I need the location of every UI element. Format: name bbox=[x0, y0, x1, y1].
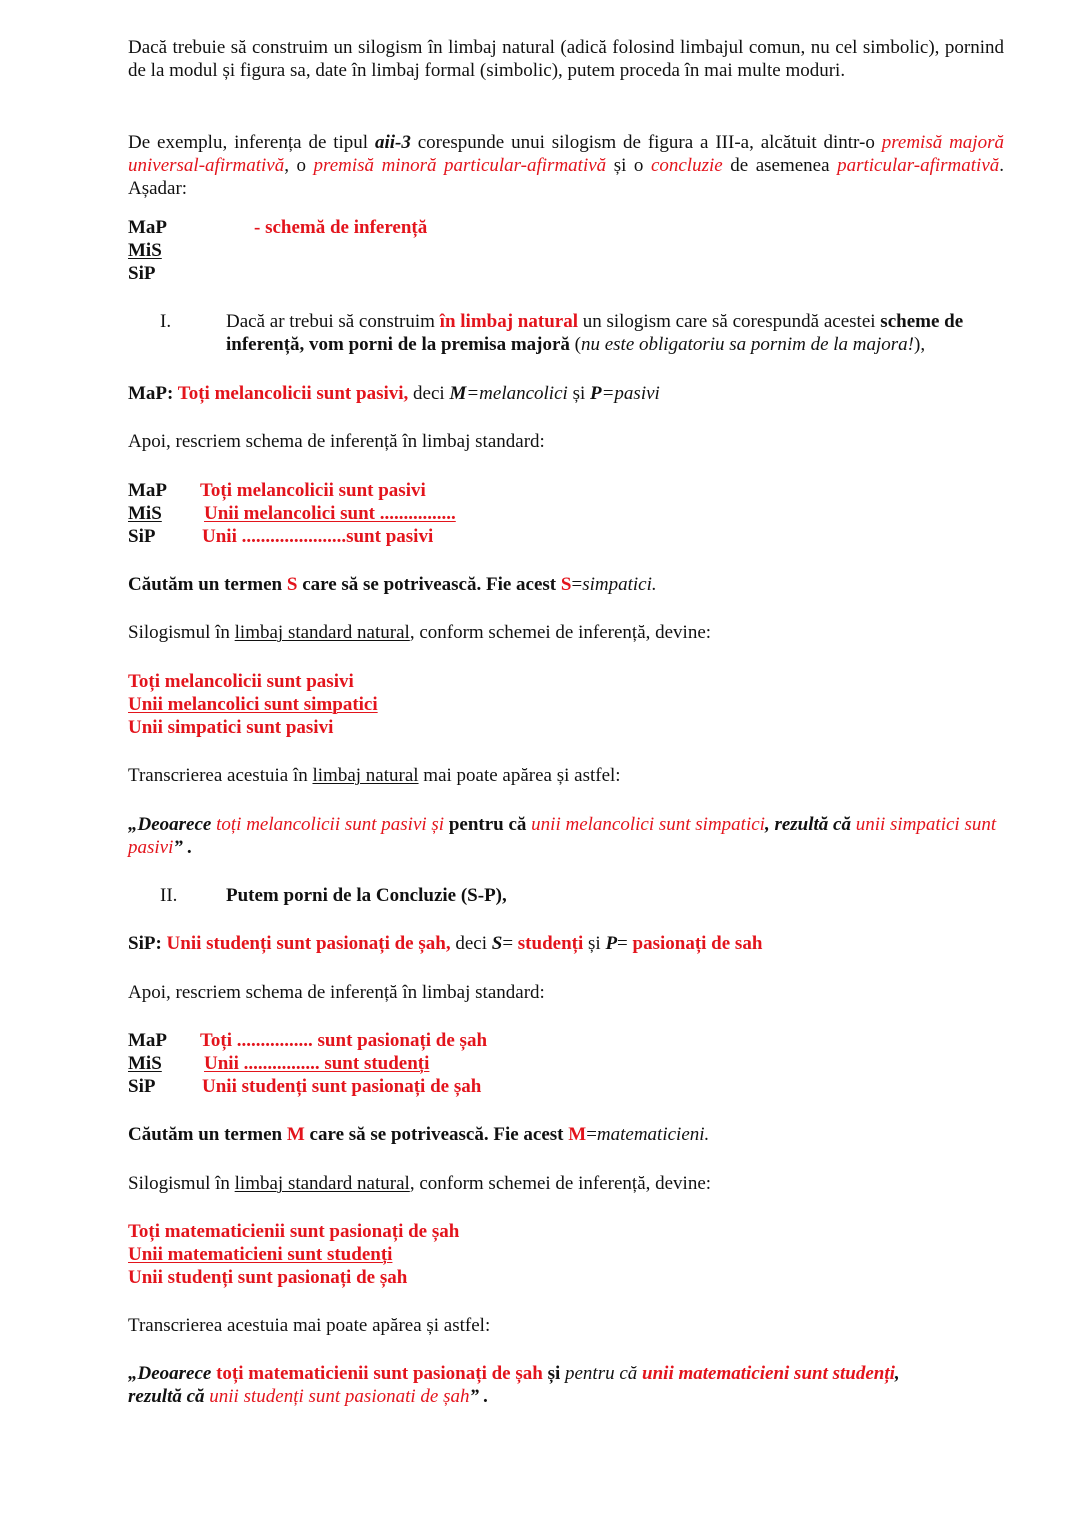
example-paragraph bbox=[128, 131, 1004, 200]
scheme-conclusion: SiP bbox=[128, 263, 156, 284]
scheme-label: SiP bbox=[128, 1076, 156, 1097]
text: „Deoarece bbox=[128, 1363, 217, 1384]
transcription-intro bbox=[128, 764, 1004, 787]
text: Căutăm un termen bbox=[128, 574, 287, 595]
text: Silogismul în bbox=[128, 622, 235, 643]
transcription-quote bbox=[128, 1362, 1004, 1408]
text: , bbox=[894, 1363, 900, 1384]
syllogism-2 bbox=[128, 1220, 1004, 1289]
text: ” . bbox=[173, 837, 193, 858]
rewrite-intro: Apoi, rescriem schema de inferență în limbaj standard: bbox=[128, 982, 545, 1003]
text: , conform schemei de inferență, devine: bbox=[409, 1173, 712, 1194]
syllogism-minor: Unii melancolici sunt simpatici bbox=[128, 694, 378, 715]
syllogism-conclusion: Unii simpatici sunt pasivi bbox=[128, 717, 334, 738]
syllogism-1 bbox=[128, 670, 1004, 739]
text: „Deoarece bbox=[128, 814, 217, 835]
section-1-heading bbox=[128, 310, 1004, 356]
text: corespunde unui silogism de figura a III-a, alcătuit dintr-o bbox=[410, 132, 882, 153]
text: pentru că bbox=[444, 814, 532, 835]
term-value: studenți bbox=[517, 933, 584, 954]
text: De exemplu, inferența de tipul bbox=[128, 132, 375, 153]
text: și o bbox=[606, 155, 651, 176]
text: Căutăm un termen bbox=[128, 1124, 287, 1145]
italic-note: nu este obligatoriu sa pornim de la majora! bbox=[580, 334, 915, 355]
underlined-text: limbaj standard natural bbox=[234, 1173, 410, 1194]
text: = bbox=[586, 1124, 597, 1145]
text: Dacă ar trebui să construim bbox=[226, 311, 440, 332]
search-term-line bbox=[128, 573, 1004, 596]
text: pentru că bbox=[565, 1363, 643, 1384]
red-text: unii matematicieni sunt studenți bbox=[642, 1363, 895, 1384]
major-premise-line bbox=[128, 382, 1004, 405]
syllogism-conclusion: Unii studenți sunt pasionați de șah bbox=[128, 1267, 408, 1288]
label: SiP: bbox=[128, 933, 167, 954]
red-text: unii studenți sunt pasionati de șah bbox=[209, 1386, 470, 1407]
scheme-label: SiP bbox=[128, 526, 156, 547]
section-2-heading bbox=[128, 884, 1004, 907]
term-value: pasionați de sah bbox=[632, 933, 763, 954]
scheme-label: MiS bbox=[128, 503, 162, 524]
standard-scheme-1 bbox=[128, 479, 1004, 548]
inference-scheme bbox=[128, 216, 1004, 285]
label: MaP: bbox=[128, 383, 178, 404]
scheme-major: MaP bbox=[128, 217, 168, 238]
text: și bbox=[542, 1363, 565, 1384]
scheme-text: Unii ................ sunt studenți bbox=[204, 1053, 430, 1074]
search-term-line bbox=[128, 1123, 1004, 1146]
text: deci bbox=[450, 933, 492, 954]
term-value: matematicieni. bbox=[596, 1124, 710, 1145]
term-symbol: P bbox=[605, 933, 618, 954]
text: care să se potrivească. Fie acest bbox=[297, 574, 561, 595]
mood-code: aii-3 bbox=[374, 132, 411, 153]
term-symbol: M bbox=[449, 383, 467, 404]
syllogism-intro bbox=[128, 621, 1004, 644]
major-premise-term: premisă majoră universal-afirmativă bbox=[128, 132, 1004, 176]
text: Silogismul în bbox=[128, 1173, 235, 1194]
bold-text: scheme de inferență, vom porni de la premisa majoră bbox=[226, 311, 964, 355]
scheme-label: MaP bbox=[128, 480, 168, 501]
scheme-text: Unii studenți sunt pasionați de șah bbox=[202, 1076, 482, 1097]
term-value: simpatici. bbox=[582, 574, 657, 595]
text: . Așadar: bbox=[128, 155, 1004, 199]
scheme-text: Toți melancolicii sunt pasivi bbox=[200, 480, 426, 501]
minor-premise-term: premisă minoră particular-afirmativă bbox=[313, 155, 607, 176]
scheme-minor: MiS bbox=[128, 240, 162, 261]
term-symbol: M bbox=[286, 1124, 305, 1145]
text: și bbox=[583, 933, 606, 954]
term-value: =pasivi bbox=[601, 383, 660, 404]
red-text: toți melancolicii sunt pasivi și bbox=[216, 814, 445, 835]
scheme-text: Unii ......................sunt pasivi bbox=[202, 526, 434, 547]
premise-text: Unii studenți sunt pasionați de șah, bbox=[166, 933, 451, 954]
conclusion-term: concluzie bbox=[650, 155, 723, 176]
underlined-text: limbaj natural bbox=[312, 765, 419, 786]
text: rezultă că bbox=[128, 1386, 210, 1407]
scheme-label: MaP bbox=[128, 1030, 168, 1051]
text: , conform schemei de inferență, devine: bbox=[409, 622, 712, 643]
text: ), bbox=[914, 334, 926, 355]
text: și bbox=[567, 383, 590, 404]
term-symbol: S bbox=[491, 933, 503, 954]
syllogism-intro bbox=[128, 1172, 1004, 1195]
red-text: unii melancolici sunt simpatici bbox=[531, 814, 765, 835]
scheme-note: - schemă de inferență bbox=[254, 217, 428, 238]
highlight: în limbaj natural bbox=[439, 311, 578, 332]
text: de asemenea bbox=[722, 155, 838, 176]
text: = bbox=[617, 933, 633, 954]
text: un silogism care să corespundă acestei bbox=[577, 311, 881, 332]
text: ( bbox=[569, 334, 581, 355]
premise-text: Toți melancolicii sunt pasivi, bbox=[177, 383, 409, 404]
transcription-quote bbox=[128, 813, 1004, 859]
text: ” . bbox=[469, 1386, 489, 1407]
term-symbol: P bbox=[590, 383, 602, 404]
scheme-text: Toți ................ sunt pasionați de șah bbox=[200, 1030, 488, 1051]
section-title: Putem porni de la Concluzie (S-P), bbox=[226, 885, 507, 906]
intro-paragraph: Dacă trebuie să construim un silogism în limbaj natural (adică folosind limbajul comun, nu cel simbolic), pornind de la modul și figura sa, date în limbaj formal (simbolic), putem proceda în mai multe moduri. bbox=[128, 37, 1004, 81]
conclusion-premise-line bbox=[128, 932, 1004, 955]
text: = bbox=[571, 574, 583, 595]
text: care să se potrivească. Fie acest bbox=[304, 1124, 569, 1145]
section-number: II. bbox=[160, 885, 178, 906]
text: , o bbox=[284, 155, 314, 176]
red-text: unii simpatici sunt pasivi bbox=[128, 814, 997, 858]
term-symbol: S bbox=[286, 574, 298, 595]
text: , rezultă că bbox=[764, 814, 856, 835]
syllogism-minor: Unii matematicieni sunt studenți bbox=[128, 1244, 393, 1265]
syllogism-major: Toți matematicienii sunt pasionați de șah bbox=[128, 1221, 460, 1242]
transcription-intro: Transcrierea acestuia mai poate apărea și astfel: bbox=[128, 1315, 491, 1336]
term-symbol: S bbox=[560, 574, 572, 595]
rewrite-intro: Apoi, rescriem schema de inferență în limbaj standard: bbox=[128, 431, 545, 452]
term-value: =melancolici bbox=[466, 383, 568, 404]
underlined-text: limbaj standard natural bbox=[234, 622, 410, 643]
particular-affirmative-term: particular-afirmativă bbox=[837, 155, 1000, 176]
red-text: toți matematicienii sunt pasionați de șah bbox=[216, 1363, 543, 1384]
syllogism-major: Toți melancolicii sunt pasivi bbox=[128, 671, 354, 692]
text: Transcrierea acestuia în bbox=[128, 765, 313, 786]
standard-scheme-2 bbox=[128, 1029, 1004, 1098]
text: = bbox=[502, 933, 518, 954]
text: mai poate apărea și astfel: bbox=[418, 765, 621, 786]
scheme-label: MiS bbox=[128, 1053, 162, 1074]
scheme-text: Unii melancolici sunt ................ bbox=[204, 503, 456, 524]
term-symbol: M bbox=[568, 1124, 587, 1145]
text: deci bbox=[408, 383, 450, 404]
section-number: I. bbox=[160, 311, 172, 332]
